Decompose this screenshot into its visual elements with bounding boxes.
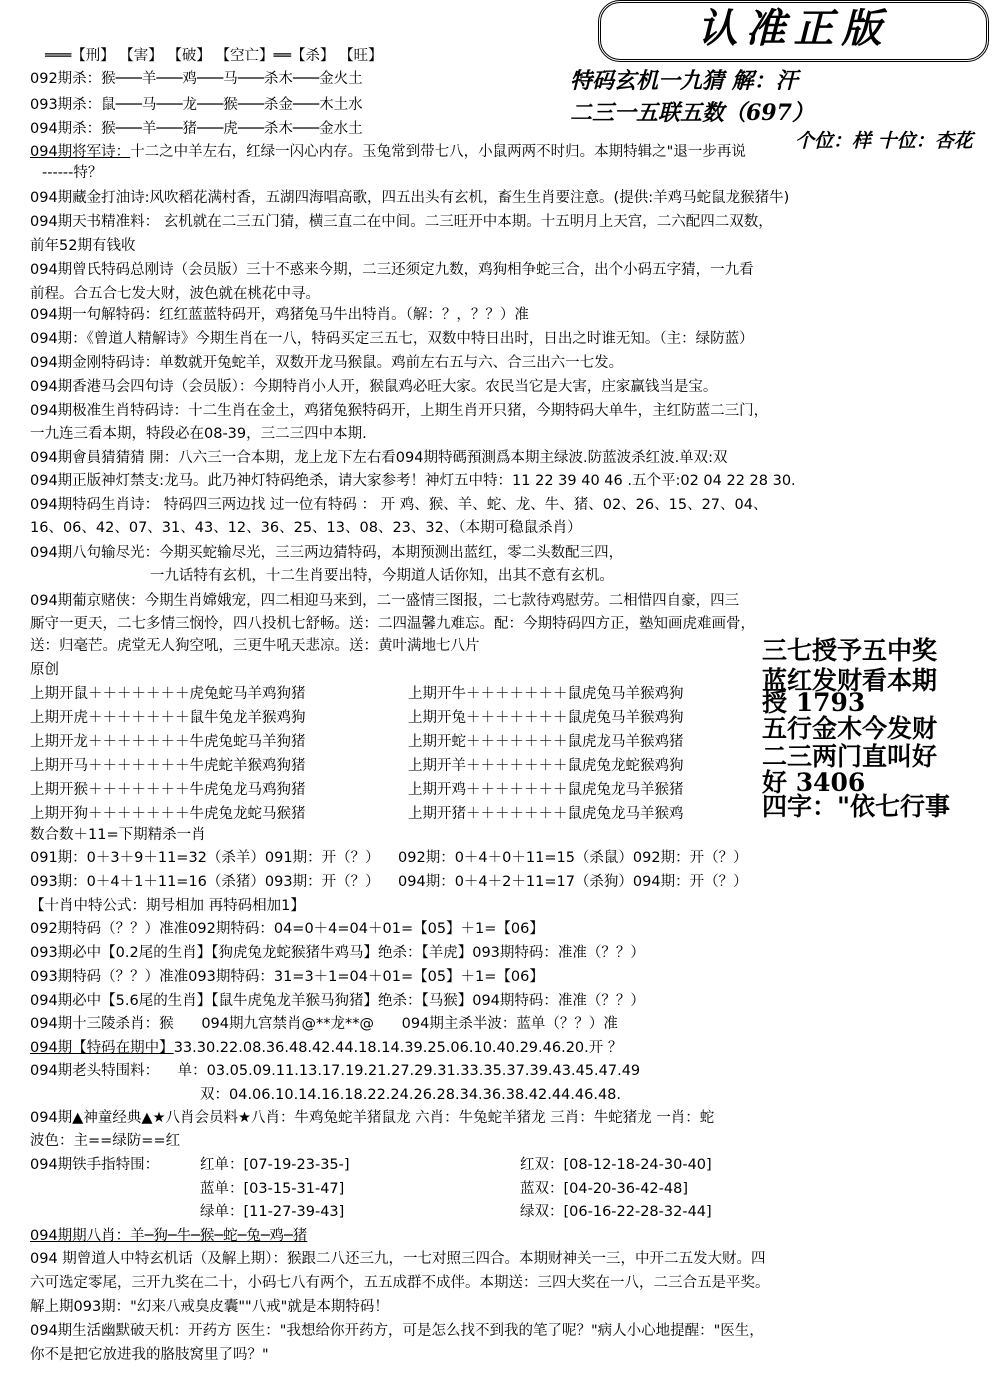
side-box-line: 三七授予五中奖 <box>762 636 938 665</box>
kill-row-092: 092期杀：猴───羊───鸡───马───杀木───金火土 <box>30 71 363 87</box>
zodiac-row-right: 上期开鸡＋＋＋＋＋＋＋鼠虎兔龙马羊猴猪 <box>408 782 684 798</box>
zodiac-row-right: 上期开羊＋＋＋＋＋＋＋鼠虎兔龙蛇猴鸡狗 <box>408 758 684 774</box>
head-range-label: 094期老头特围料： <box>30 1063 160 1079</box>
handwriting-line-3: 个位：样 十位：杏花 <box>795 130 973 152</box>
general-poem-cont: ------特？ <box>42 165 103 181</box>
eight-zodiac-line: 094期期八肖：羊─狗─牛─猴─蛇─兔─鸡─猪 <box>30 1228 308 1244</box>
text-line: 094期十三陵杀肖：猴 094期九宫禁肖@**龙**@ 094期主杀半波：蓝单（？？）准 <box>30 1016 618 1032</box>
seal-text: 认准正版 <box>697 5 890 52</box>
side-box-line: 授 1793 <box>762 688 866 717</box>
original-label: 原创 <box>30 662 59 678</box>
head-range-odd: 单：03.05.09.11.13.17.19.21.27.29.31.33.35.37.39.43.45.47.49 <box>177 1063 641 1079</box>
text-line: 093期特码（？？）准准093期特码：31=3＋1=04＋01=【05】＋1=【06】 <box>30 969 544 985</box>
side-box-line: 四字："依七行事 <box>762 792 951 821</box>
head-range <box>30 1062 640 1081</box>
text-line: 094期藏金打油诗:风吹稻花满村香，五湖四海唱高歌，四五出头有玄机，畜生生肖要注意。(提供:羊鸡马蛇鼠龙猴猪牛) <box>30 190 790 206</box>
text-line: 093期必中【0.2尾的生肖】【狗虎兔龙蛇猴猪牛鸡马】绝杀：【羊虎】093期特码：准准（？？） <box>30 945 645 961</box>
authenticity-seal <box>598 0 989 62</box>
kill-row-093: 093期杀：鼠───马───龙───猴───杀金───木土水 <box>30 97 363 113</box>
text-line: 092期特码（？？）准准092期特码：04=0＋4=04＋01=【05】＋1=【06】 <box>30 921 544 937</box>
text-line: 091期：0＋3＋9＋11=32（杀羊）091期：开（？） 092期：0＋4＋0＋11=15（杀鼠）092期：开（？） <box>30 850 748 866</box>
text-line: 前年52期有钱收 <box>30 238 136 254</box>
text-line: 094期香港马会四句诗（会员版）：今期特肖小人开，猴鼠鸡必旺大家。农民当它是大害，庄家赢钱当是宝。 <box>30 379 718 395</box>
text-line: 094期葡京赌侠：今期生肖嫦娥宠，四二相迎马来到，二一盛情三图报，二七款待鸡慰劳。二相惜四自豪，四三 <box>30 593 740 609</box>
iron-finger-right: 蓝双：[04-20-36-42-48] <box>520 1181 688 1197</box>
text-line: 【十肖中特公式：期号相加 再特码相加1】 <box>30 898 305 914</box>
text-line: 你不是把它放进我的胳肢窝里了吗？" <box>30 1347 269 1363</box>
zodiac-row-left: 上期开鼠＋＋＋＋＋＋＋虎兔蛇马羊鸡狗猪 <box>30 686 306 702</box>
iron-finger-right: 红双：[08-12-18-24-30-40] <box>520 1157 712 1173</box>
side-box-line: 好 3406 <box>762 768 866 797</box>
text-line: 数合数＋11=下期精杀一肖 <box>30 827 206 843</box>
zodiac-row-right: 上期开兔＋＋＋＋＋＋＋鼠虎兔马羊猴鸡狗 <box>408 710 684 726</box>
zodiac-row-right: 上期开猪＋＋＋＋＋＋＋鼠虎兔龙马羊猴鸡 <box>408 806 684 822</box>
iron-finger-left: 绿单：[11-27-39-43] <box>200 1204 345 1220</box>
side-box-line: 二三两门直叫好 <box>762 742 938 771</box>
header-row: ═══【刑】 【害】 【破】 【空亡】══【杀】 【旺】 <box>45 48 383 64</box>
handwriting-line-2: 二三一五联五数（697） <box>570 100 814 126</box>
tema-numbers: 33.30.22.08.36.48.42.44.18.14.39.25.06.10.40.29.46.20.开 ？ <box>173 1040 623 1056</box>
handwriting-line-1: 特码玄机一九猜 解：汗 <box>570 68 798 94</box>
text-line: 094期金刚特码诗：单数就开兔蛇羊，双数开龙马猴鼠。鸡前左右五与六、合三出六一七发。 <box>30 355 624 371</box>
kill-row-094: 094期杀：猴───羊───猪───虎───杀木───金水土 <box>30 121 363 137</box>
text-line: 094期：《曾道人精解诗》今期生肖在一八，特码买定三五七，双数中特日出时，日出之时谁无知。（主：绿防蓝） <box>30 331 754 347</box>
text-line: 094期曾氏特码总刚诗（会员版）三十不惑来今期，二三还须定九数，鸡狗相争蛇三合，出个小码五字猜，一九看 <box>30 262 754 278</box>
zodiac-row-right: 上期开牛＋＋＋＋＋＋＋鼠虎兔马羊猴鸡狗 <box>408 686 684 702</box>
zodiac-row-left: 上期开龙＋＋＋＋＋＋＋牛虎兔蛇马羊狗猪 <box>30 734 306 750</box>
text-line: 094期一句解特码：红红蓝蓝特码开，鸡猪兔马牛出特肖。（解：？，？？）准 <box>30 307 529 323</box>
iron-finger-label: 094期铁手指特围： <box>30 1157 160 1173</box>
text-line: 094期正版神灯禁支:龙马。此乃神灯特码绝杀，请大家参考！神灯五中特：11 22 39 40 46 .五个平:02 04 22 28 30. <box>30 473 796 489</box>
head-range-even: 双：04.06.10.14.16.18.22.24.26.28.34.36.38.42.44.46.48. <box>200 1087 622 1103</box>
text-line: 094期生活幽默破天机：开药方 医生："我想给你开药方，可是怎么找不到我的笔了呢？"病人小心地提醒："医生， <box>30 1323 764 1339</box>
general-poem <box>30 143 746 162</box>
shentong-wave: 波色：主==绿防==红 <box>30 1133 181 1149</box>
iron-finger-left: 红单：[07-19-23-35-] <box>200 1157 350 1173</box>
side-box-line: 蓝红发财看本期 <box>762 666 938 695</box>
zodiac-row-left: 上期开虎＋＋＋＋＋＋＋鼠牛兔龙羊猴鸡狗 <box>30 710 306 726</box>
iron-finger-right: 绿双：[06-16-22-28-32-44] <box>520 1204 712 1220</box>
text-line: 094 期曾道人中特玄机话（及解上期）：猴跟二八还三九，一七对照三四合。本期财神关一三，中开二五发大财。四 <box>30 1251 766 1267</box>
text-line: 094期天书精准料： 玄机就在二三五门猜，横三直二在中间。二三旺开中本期。十五明月上天宫，二六配四二双数， <box>30 214 773 230</box>
text-line: 094期极准生肖特码诗：十二生肖在金土，鸡猪兔猴特码开，上期生肖开只猪，今期特码大单牛，主红防蓝二三门， <box>30 403 769 419</box>
zodiac-row-left: 上期开狗＋＋＋＋＋＋＋牛虎兔龙蛇马猴猪 <box>30 806 306 822</box>
text-line: 前程。合五合七发大财，波色就在桃花中寻。 <box>30 286 320 302</box>
text-line: 093期：0＋4＋1＋11=16（杀猪）093期：开（？） 094期：0＋4＋2＋11=17（杀狗）094期：开（？） <box>30 874 748 890</box>
general-poem-label: 094期将军诗： <box>30 144 131 160</box>
shentong-line: 094期▲神童经典▲★八肖会员料★八肖：牛鸡兔蛇羊猪鼠龙 六肖：牛兔蛇羊猪龙 三肖：牛蛇猪龙 一肖：蛇 <box>30 1110 715 1126</box>
text-line: 一九话特有玄机，十二生肖要出特，今期道人话你知，出其不意有玄机。 <box>30 568 614 584</box>
zodiac-row-right: 上期开蛇＋＋＋＋＋＋＋鼠虎龙马羊猴鸡猪 <box>408 734 684 750</box>
iron-finger-left: 蓝单：[03-15-31-47] <box>200 1181 345 1197</box>
zodiac-row-left: 上期开猴＋＋＋＋＋＋＋牛虎兔龙马鸡狗猪 <box>30 782 306 798</box>
text-line: 解上期093期："幻来八戒臭皮囊""八戒"就是本期特码！ <box>30 1299 389 1315</box>
text-line: 094期特码生肖诗： 特码四三两边找 过一位有特码 ： 开 鸡、猴、羊、蛇、龙、牛、猪、02、26、15、27、04、 <box>30 497 768 513</box>
text-line: 一九连三看本期，特段必在08-39，三二三四中本期. <box>30 426 367 442</box>
side-box-line: 五行金木今发财 <box>762 714 938 743</box>
tema-label: 094期【特码在期中】 <box>30 1040 174 1056</box>
general-poem-text: 十二之中羊左右，红绿一闪心内存。玉兔常到带七八，小鼠两两不时归。本期特辑之"退一步再说 <box>130 144 746 160</box>
zodiac-row-left: 上期开马＋＋＋＋＋＋＋牛虎蛇羊猴鸡狗猪 <box>30 758 306 774</box>
tema-line <box>30 1039 622 1058</box>
text-line: 16、06、42、07、31、43、12、36、25、13、08、23、32、（本期可稳鼠杀肖） <box>30 520 582 536</box>
text-line: 送：归毫芒。虎堂无人狗空吼，三更牛吼天悲凉。送：黄叶满地七八片 <box>30 638 480 654</box>
text-line: 六可选定零尾，三开九奖在二十，小码七八有两个，五五成群不成伴。本期送：三四大奖在一八，二三合五是平奖。 <box>30 1275 770 1291</box>
text-line: 094期必中【5.6尾的生肖】【鼠牛虎兔龙羊猴马狗猪】绝杀：【马猴】094期特码：准准（？？） <box>30 993 645 1009</box>
text-line: 094期八句输尽光：今期买蛇输尽光，三三两边猜特码，本期预测出蓝红，零二头数配三四， <box>30 545 624 561</box>
text-line: 厮守一更天，二七多情三悯怜，四八投机七舒畅。送：二四温馨九难忘。配：今期特码四方正，塾知画虎难画骨， <box>30 616 755 632</box>
text-line: 094期會員猜猜猜 開：八六三一合本期，龙上龙下左右看094期特碼預測爲本期主绿波.防蓝波杀红波.单双:双 <box>30 450 728 466</box>
